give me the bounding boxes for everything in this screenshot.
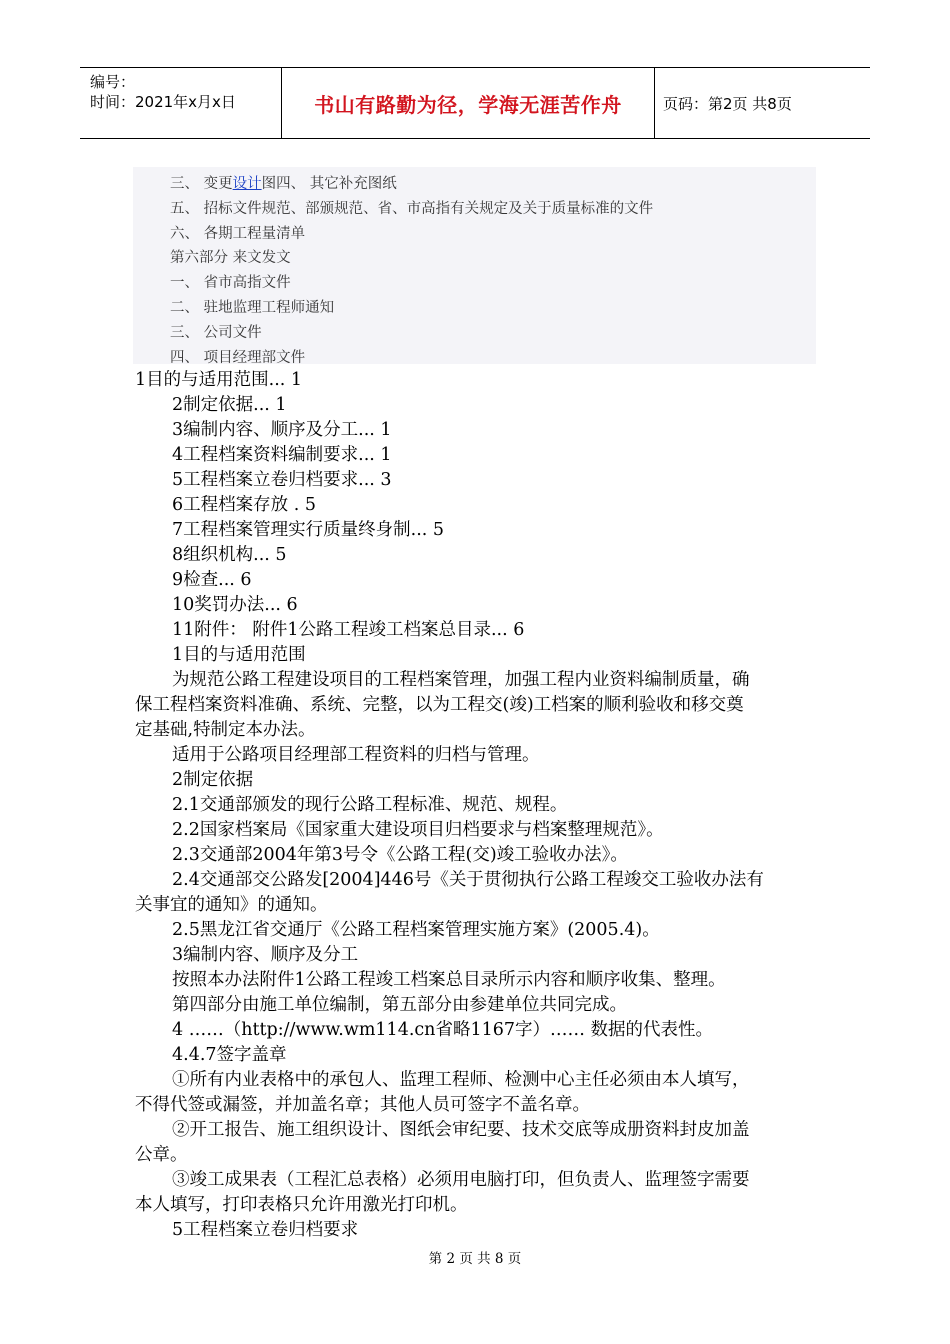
number-label: 编号： — [90, 73, 136, 91]
paragraph-line: 不得代签或漏签，并加盖名章；其他人员可签字不盖名章。 — [135, 1095, 590, 1115]
paragraph-line: 适用于公路项目经理部工程资料的归档与管理。 — [172, 745, 540, 765]
paragraph-line: 为规范公路工程建设项目的工程档案管理，加强工程内业资料编制质量，确 — [172, 670, 750, 690]
paragraph-line: 2.4交通部交公路发[2004]446号《关于贯彻执行公路工程竣交工验收办法有 — [172, 870, 764, 890]
page-header — [80, 67, 870, 139]
paragraph-line: 2.1交通部颁发的现行公路工程标准、规范、规程。 — [172, 795, 568, 815]
toc-entry: 10奖罚办法... 6 — [172, 595, 298, 615]
toc-entry: 3编制内容、顺序及分工... 1 — [172, 420, 392, 440]
paragraph-line: 保工程档案资料准确、系统、完整，以为工程交(竣)工档案的顺利验收和移交奠 — [135, 695, 744, 715]
directory-line: 六、 各期工程量清单 — [170, 226, 306, 242]
directory-line: 三、 公司文件 — [170, 325, 262, 341]
toc-entry: 2制定依据... 1 — [172, 395, 287, 415]
directory-line: 三、 变更设计图四、 其它补充图纸 — [170, 176, 397, 192]
paragraph-line: 2.2国家档案局《国家重大建设项目归档要求与档案整理规范》。 — [172, 820, 664, 840]
directory-line: 第六部分 来文发文 — [170, 250, 291, 266]
design-link[interactable]: 设计 — [232, 176, 262, 192]
paragraph-line: 第四部分由施工单位编制，第五部分由参建单位共同完成。 — [172, 995, 627, 1015]
paragraph-line: 按照本办法附件1公路工程竣工档案总目录所示内容和顺序收集、整理。 — [172, 970, 726, 990]
page-footer: 第 2 页 共 8 页 — [428, 1251, 522, 1267]
toc-entry: 11附件： 附件1公路工程竣工档案总目录... 6 — [172, 620, 525, 640]
paragraph-line: ①所有内业表格中的承包人、监理工程师、检测中心主任必须由本人填写， — [172, 1070, 750, 1090]
section-heading: 2制定依据 — [172, 770, 254, 790]
paragraph-line: 定基础,特制定本办法。 — [135, 720, 316, 740]
time-label: 时间：2021年x月x日 — [90, 93, 236, 111]
paragraph-line: 2.5黑龙江省交通厅《公路工程档案管理实施方案》(2005.4)。 — [172, 920, 660, 940]
directory-line: 五、 招标文件规范、部颁规范、省、市高指有关规定及关于质量标准的文件 — [170, 201, 654, 217]
header-page-label: 页码：第2页 共8页 — [663, 94, 792, 113]
paragraph-line: 2.3交通部2004年第3号令《公路工程(交)竣工验收办法》。 — [172, 845, 628, 865]
toc-entry: 8组织机构... 5 — [172, 545, 287, 565]
paragraph-line: 公章。 — [135, 1145, 188, 1165]
section-heading: 5工程档案立卷归档要求 — [172, 1220, 359, 1240]
directory-line: 四、 项目经理部文件 — [170, 350, 306, 366]
toc-entry: 5工程档案立卷归档要求... 3 — [172, 470, 392, 490]
section-heading: 3编制内容、顺序及分工 — [172, 945, 359, 965]
paragraph-line: 本人填写，打印表格只允许用激光打印机。 — [135, 1195, 468, 1215]
section-heading: 1目的与适用范围 — [172, 645, 306, 665]
header-slogan: 书山有路勤为径，学海无涯苦作舟 — [282, 68, 655, 138]
toc-entry: 9检查... 6 — [172, 570, 252, 590]
directory-line: 二、 驻地监理工程师通知 — [170, 300, 335, 316]
paragraph-line: ②开工报告、施工组织设计、图纸会审纪要、技术交底等成册资料封皮加盖 — [172, 1120, 750, 1140]
paragraph-line: 关事宜的通知》的通知。 — [135, 895, 328, 915]
section-heading: 4.4.7签字盖章 — [172, 1045, 287, 1065]
toc-entry: 1目的与适用范围... 1 — [135, 370, 303, 390]
toc-entry: 7工程档案管理实行质量终身制... 5 — [172, 520, 445, 540]
header-meta — [80, 68, 282, 138]
paragraph-line: ③竣工成果表（工程汇总表格）必须用电脑打印，但负责人、监理签字需要 — [172, 1170, 750, 1190]
toc-entry: 6工程档案存放 . 5 — [172, 495, 316, 515]
directory-line: 一、 省市高指文件 — [170, 275, 291, 291]
paragraph-line: 4 ……（http://www.wm114.cn省略1167字）…… 数据的代表性。 — [172, 1020, 714, 1040]
toc-entry: 4工程档案资料编制要求... 1 — [172, 445, 392, 465]
